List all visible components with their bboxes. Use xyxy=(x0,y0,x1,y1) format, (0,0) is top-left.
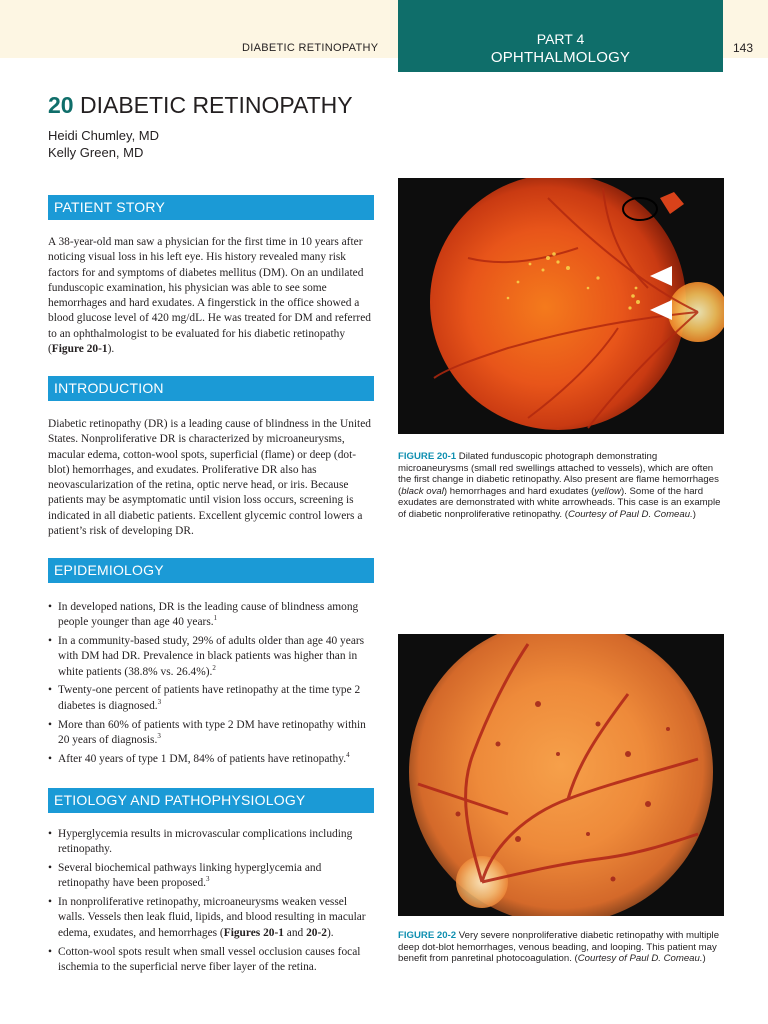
bullet-text: Hyperglycemia results in microvascular complications including retinopathy. xyxy=(58,828,353,856)
bullet-text: After 40 years of type 1 DM, 84% of patients have retinopathy. xyxy=(58,752,347,765)
list-item xyxy=(48,683,374,714)
chapter-title xyxy=(48,92,353,119)
patient-story-end: ). xyxy=(107,343,115,356)
figure-20-1-image xyxy=(398,178,724,434)
etiology-list xyxy=(48,827,374,979)
citation: 3 xyxy=(206,875,210,884)
figure-reference: Figure 20-1 xyxy=(51,343,108,356)
list-item xyxy=(48,600,374,631)
figure-label: FIGURE 20-2 xyxy=(398,930,457,941)
figure-reference: Figures 20-1 xyxy=(223,926,284,939)
caption-credit: Courtesy of Paul D. Comeau. xyxy=(567,508,693,520)
caption-text: ) xyxy=(702,953,706,965)
figure-20-1-caption xyxy=(398,451,724,521)
patient-story-body: A 38-year-old man saw a physician for the first time in 10 years after noticing visual loss in his left eye. His history revealed many risk factors for and symptoms of diabetes mellitus (DM). On an undilated funduscopic examination, his physician was able to see some hemorrhages and hard exudates. A fingerstick in the office showed a blood glucose level of 420 mg/dL. He was treated for DM and referred to an ophthalmologist to be evaluated for his diabetic retinopathy ( xyxy=(48,236,371,356)
caption-text: ) hemorrhages and hard exudates ( xyxy=(443,485,595,497)
author-name: Kelly Green, MD xyxy=(48,145,144,160)
caption-text: Dilated funduscopic photograph demonstrating microaneurysms (small red swellings attached to vessels), which are often the first change in diabetic retinopathy. Also present are flame hemorrhages ( xyxy=(398,451,719,497)
part-box xyxy=(398,0,723,72)
citation: 3 xyxy=(157,732,161,741)
figure-20-2-caption xyxy=(398,930,724,965)
list-item xyxy=(48,752,374,767)
section-heading-introduction: INTRODUCTION xyxy=(48,376,374,401)
citation: 3 xyxy=(157,697,162,706)
list-item xyxy=(48,895,374,941)
caption-text: ) xyxy=(692,508,696,520)
list-item xyxy=(48,634,374,680)
chapter-number: 20 xyxy=(48,92,74,118)
chapter-title-text: DIABETIC RETINOPATHY xyxy=(79,92,353,118)
citation: 1 xyxy=(213,614,218,623)
page-number: 143 xyxy=(733,41,754,55)
caption-text: Very severe nonproliferative diabetic retinopathy with multiple deep dot-blot hemorrhages, venous beading, and looping. This patient may benefit from panretinal photocoagulation. ( xyxy=(398,930,720,965)
running-title: DIABETIC RETINOPATHY xyxy=(242,42,379,54)
bullet-text: In nonproliferative retinopathy, microaneurysms weaken vessel walls. Vessels then leak fluid, lipids, and blood resulting in macular edema, exudates, and hemorrhages ( xyxy=(58,896,366,939)
figure-20-2-image xyxy=(398,634,724,916)
list-item xyxy=(48,718,374,749)
bullet-text-joiner: and xyxy=(283,926,307,939)
citation: 2 xyxy=(212,663,216,672)
caption-italic: yellow xyxy=(594,485,621,497)
list-item xyxy=(48,945,374,976)
list-item xyxy=(48,827,374,858)
list-item xyxy=(48,861,374,892)
introduction-text xyxy=(48,417,374,539)
figure-reference: 20-2 xyxy=(306,926,327,939)
bullet-text: Cotton-wool spots result when small vessel occlusion causes focal ischemia to the superficial nerve fiber layer of the retina. xyxy=(58,945,361,973)
part-name: OPHTHALMOLOGY xyxy=(490,49,631,66)
bullet-text: More than 60% of patients with type 2 DM have retinopathy within 20 years of diagnosis. xyxy=(58,718,366,746)
section-heading-patient-story: PATIENT STORY xyxy=(48,195,374,220)
caption-italic: black oval xyxy=(401,485,444,497)
introduction-paragraph: Diabetic retinopathy (DR) is a leading cause of blindness in the United States. Nonproliferative DR is characterized by microaneurysms, macular edema, cotton-wool spots, superficial (flame) or deep (dot-blot) hemorrhages, and exudates. Proliferative DR also has neovascularization of the retina, optic nerve head, or iris. Because patients may be asymptomatic until vision loss occurs, screening is indicated in all diabetic patients. Excellent glycemic control lowers a patient’s risk of developing DR. xyxy=(48,418,371,538)
part-number: PART 4 xyxy=(536,31,585,47)
authors xyxy=(48,127,159,161)
bullet-text: Several biochemical pathways linking hyperglycemia and retinopathy have been proposed. xyxy=(58,862,322,890)
bullet-text: In a community-based study, 29% of adults older than age 40 years with DM had DR. Prevalence in black patients was higher than in white patients (38.8% vs. 26.4%). xyxy=(58,635,365,678)
citation: 4 xyxy=(346,750,350,759)
bullet-text: In developed nations, DR is the leading cause of blindness among people younger than age 40 years. xyxy=(58,601,359,629)
figure-label: FIGURE 20-1 xyxy=(398,451,457,462)
patient-story-text xyxy=(48,235,374,357)
section-heading-etiology: ETIOLOGY AND PATHOPHYSIOLOGY xyxy=(48,788,374,813)
caption-credit: Courtesy of Paul D. Comeau. xyxy=(577,953,703,965)
epidemiology-list xyxy=(48,600,374,770)
author-name: Heidi Chumley, MD xyxy=(48,128,160,143)
caption-text: ). Some of the hard exudates are demonstrated with white arrowheads. This case is an example of diabetic nonproliferative retinopathy. ( xyxy=(398,485,721,520)
bullet-text-end: ). xyxy=(327,926,334,939)
bullet-text: Twenty-one percent of patients have retinopathy at the time type 2 diabetes is diagnosed. xyxy=(58,684,361,712)
section-heading-epidemiology: EPIDEMIOLOGY xyxy=(48,558,374,583)
